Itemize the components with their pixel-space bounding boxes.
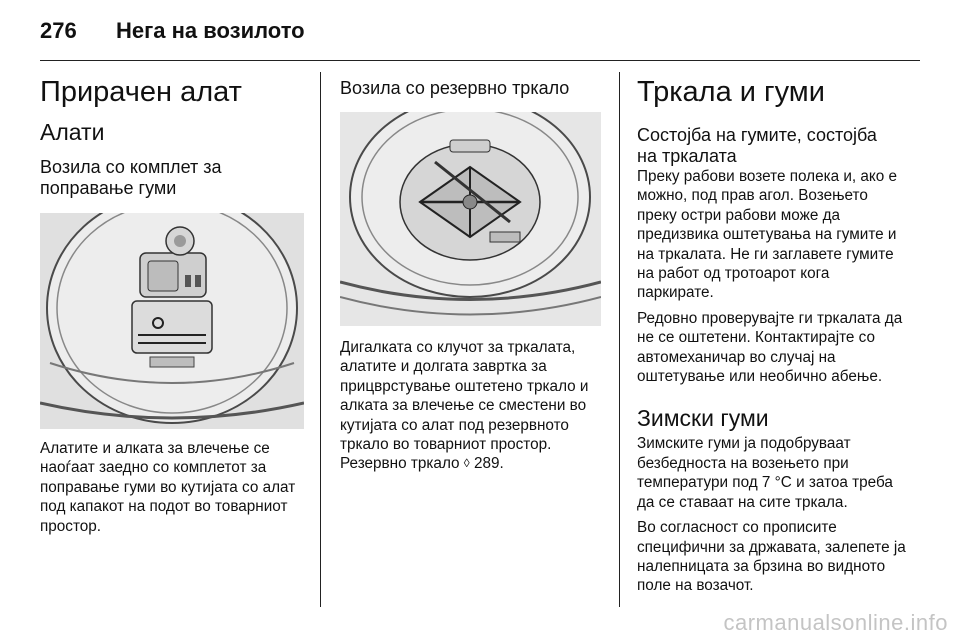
topic-title-repair-kit: Возила со комплет за поправање гуми bbox=[40, 157, 222, 198]
cross-reference bbox=[340, 454, 603, 473]
figure-tool-box-repair-kit bbox=[40, 213, 304, 429]
paragraph-winter-tyres-1: Зимските гуми ја подобруваат безбедноста на возењето при температури под 7 °C и затоа треба да се ставаат на сите тркала. bbox=[637, 435, 893, 511]
subsection-title-tyre-condition: Состојба на гумите, состојба на тркалата bbox=[637, 125, 877, 166]
topic-title-spare-wheel: Возила со резервно тркало bbox=[340, 78, 570, 98]
column-divider-1 bbox=[320, 72, 321, 607]
page-number: 276 bbox=[40, 18, 77, 43]
running-title: Нега на возилото bbox=[116, 18, 305, 43]
figure-caption-repair-kit: Алатите и алката за влечење се наоѓаат заедно со комплетот за поправање гуми во кутијата со алат под капакот на подот во товарниот простор. bbox=[40, 440, 296, 535]
subsection-title-winter-tyres: Зимски гуми bbox=[637, 405, 769, 432]
paragraph-winter-tyres-2: Во согласност со прописите специфични за државата, залепете ја налепницата за брзина во видното поле на возачот. bbox=[637, 519, 906, 595]
cross-reference-text: Резервно тркало bbox=[340, 455, 460, 473]
column-divider-2 bbox=[619, 72, 620, 607]
section-title-tools: Прирачен алат bbox=[40, 76, 242, 108]
page-reference-arrow-icon: ◊ bbox=[463, 456, 470, 471]
column-right bbox=[637, 72, 907, 596]
paragraph-tyre-condition-1: Преку рабови возете полека и, ако е можно, под прав агол. Возењето преку остри рабови може да предизвика оштетувања на гумите и на тркалата. Не ги заглавете гумите на работ од тротоарот кога паркирате. bbox=[637, 168, 898, 302]
column-middle bbox=[340, 72, 603, 474]
paragraph-tyre-condition-2: Редовно проверувајте ги тркалата да не се оштетени. Контактирајте со автомеханичар во случај на оштетување или необично абење. bbox=[637, 309, 903, 386]
column-left bbox=[40, 72, 306, 536]
watermark: carmanualsonline.info bbox=[723, 610, 948, 635]
figure-caption-spare-wheel: Дигалката со клучот за тркалата, алатите и долгата завртка за прицврстување оштетено тркало и алката за влечење се сместени во кутијата со алат под резервното тркало во товарниот простор. bbox=[340, 339, 589, 454]
header-rule bbox=[40, 60, 920, 61]
figure-tool-box-spare-wheel bbox=[340, 112, 601, 326]
cross-reference-page: 289. bbox=[473, 455, 504, 473]
section-title-wheels-tyres: Тркала и гуми bbox=[637, 76, 825, 108]
subsection-title-tools: Алати bbox=[40, 119, 105, 145]
